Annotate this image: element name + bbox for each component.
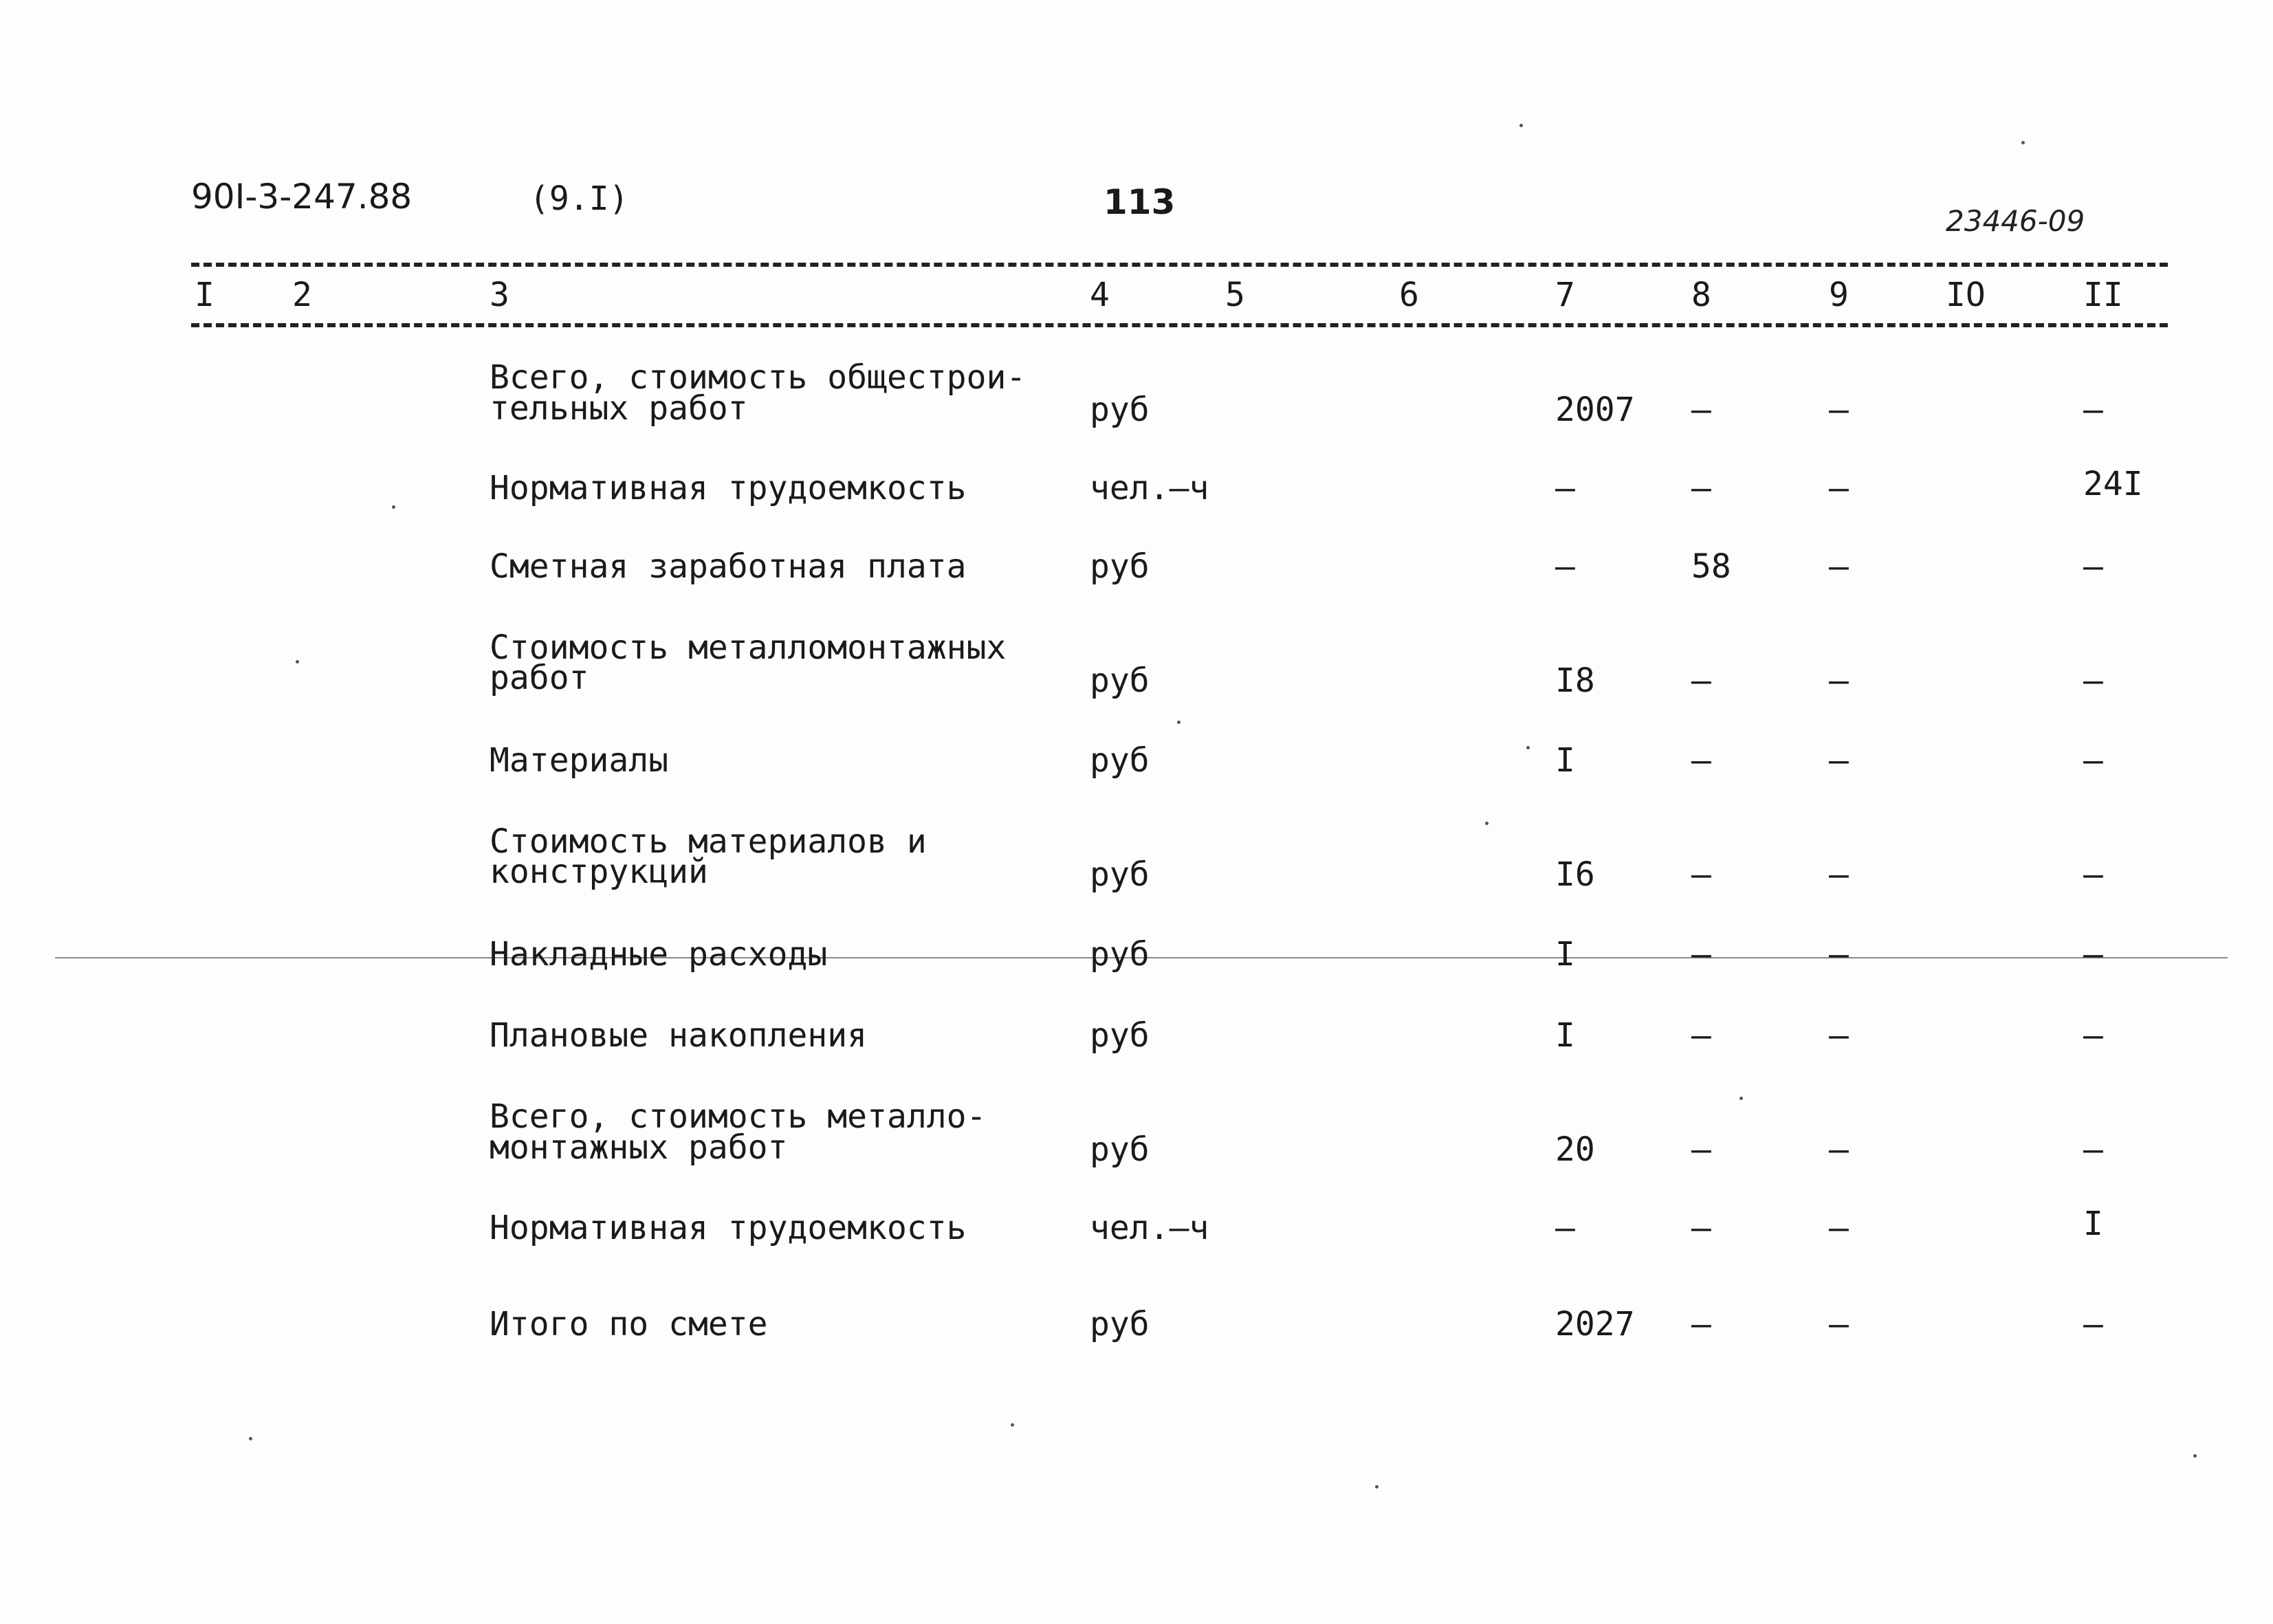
- column-header-6: 6: [1399, 276, 1419, 314]
- row-1-label-line-2: тельных работ: [490, 389, 748, 428]
- row-4-col-9: –: [1829, 661, 1849, 700]
- row-11-label: Итого по смете: [490, 1305, 768, 1343]
- row-11-col-8: –: [1691, 1305, 1711, 1343]
- row-3-col-7: –: [1555, 547, 1575, 586]
- column-header-5: 5: [1225, 276, 1245, 314]
- row-1-label-line-1: Всего, стоимость общестрои-: [490, 358, 1026, 397]
- column-header-3: 3: [490, 276, 509, 314]
- column-header-2: 2: [292, 276, 312, 314]
- row-7-col-8: –: [1691, 935, 1711, 974]
- row-5-col-9: –: [1829, 741, 1849, 780]
- row-9-unit: руб: [1090, 1130, 1150, 1169]
- row-8-col-11: –: [2083, 1016, 2103, 1055]
- column-header-8: 8: [1691, 276, 1711, 314]
- row-6-label-line-1: Стоимость материалов и: [490, 822, 927, 861]
- scan-speck: [2021, 141, 2025, 144]
- row-6-unit: руб: [1090, 855, 1150, 894]
- row-3-col-11: –: [2083, 547, 2103, 586]
- row-3-col-8: 58: [1691, 547, 1731, 586]
- scan-speck: [2193, 1454, 2197, 1458]
- column-header-1: I: [195, 276, 215, 314]
- column-header-9: 9: [1829, 276, 1849, 314]
- row-6-col-9: –: [1829, 855, 1849, 894]
- row-4-label-line-2: работ: [490, 659, 589, 697]
- row-6-col-7: I6: [1555, 855, 1595, 894]
- row-11-col-11: –: [2083, 1305, 2103, 1343]
- scan-speck: [296, 660, 299, 663]
- row-2-col-11: 24I: [2083, 465, 2143, 503]
- row-8-col-8: –: [1691, 1016, 1711, 1055]
- column-header-11: II: [2083, 276, 2123, 314]
- row-1-col-8: –: [1691, 391, 1711, 429]
- row-2-unit: чел.–ч: [1090, 469, 1209, 507]
- row-2-col-7: –: [1555, 469, 1575, 507]
- scan-speck: [1739, 1097, 1743, 1100]
- header-bottom-rule: [191, 323, 2168, 327]
- row-8-label: Плановые накопления: [490, 1016, 868, 1055]
- scan-speck: [1485, 822, 1489, 825]
- row-5-unit: руб: [1090, 741, 1150, 780]
- row-9-col-11: –: [2083, 1130, 2103, 1169]
- row-9-col-7: 20: [1555, 1130, 1595, 1169]
- row-4-col-11: –: [2083, 661, 2103, 700]
- scan-speck: [1375, 1485, 1379, 1489]
- row-8-col-7: I: [1555, 1016, 1575, 1055]
- column-header-4: 4: [1090, 276, 1110, 314]
- row-4-label-line-1: Стоимость металломонтажных: [490, 628, 1007, 667]
- row-4-col-7: I8: [1555, 661, 1595, 700]
- inventory-number: 23446-09: [1946, 204, 2085, 238]
- row-1-col-11: –: [2083, 391, 2103, 429]
- scan-speck: [1526, 746, 1530, 749]
- row-4-unit: руб: [1090, 661, 1150, 700]
- row-10-col-9: –: [1829, 1209, 1849, 1247]
- column-header-10: IO: [1946, 276, 1986, 314]
- document-code: 90I-3-247.88: [191, 177, 413, 217]
- row-10-col-7: –: [1555, 1209, 1575, 1247]
- row-4-col-8: –: [1691, 661, 1711, 700]
- row-5-col-8: –: [1691, 741, 1711, 780]
- row-1-unit: руб: [1090, 391, 1150, 429]
- row-9-label-line-2: монтажных работ: [490, 1128, 788, 1167]
- row-7-col-9: –: [1829, 935, 1849, 974]
- row-9-col-9: –: [1829, 1130, 1849, 1169]
- row-10-col-11: I: [2083, 1205, 2103, 1243]
- row-9-label-line-1: Всего, стоимость металло-: [490, 1097, 987, 1136]
- row-5-col-7: I: [1555, 741, 1575, 780]
- page-number: 113: [1103, 182, 1176, 222]
- row-10-col-8: –: [1691, 1209, 1711, 1247]
- row-8-col-9: –: [1829, 1016, 1849, 1055]
- row-11-col-7: 2027: [1555, 1305, 1635, 1343]
- section-number: (9.I): [529, 179, 629, 218]
- scan-speck: [249, 1437, 252, 1440]
- row-3-label: Сметная заработная плата: [490, 547, 967, 586]
- column-header-7: 7: [1555, 276, 1575, 314]
- row-2-col-9: –: [1829, 469, 1849, 507]
- row-3-unit: руб: [1090, 547, 1150, 586]
- row-7-col-11: –: [2083, 935, 2103, 974]
- row-5-col-11: –: [2083, 741, 2103, 780]
- row-6-col-11: –: [2083, 855, 2103, 894]
- row-10-label: Нормативная трудоемкость: [490, 1209, 967, 1247]
- scan-speck: [392, 505, 395, 509]
- row-11-unit: руб: [1090, 1305, 1150, 1343]
- row-7-col-7: I: [1555, 935, 1575, 974]
- row-2-col-8: –: [1691, 469, 1711, 507]
- row-8-unit: руб: [1090, 1016, 1150, 1055]
- header-top-rule: [191, 263, 2168, 267]
- scan-speck: [1519, 124, 1523, 127]
- row-2-label: Нормативная трудоемкость: [490, 469, 967, 507]
- scan-speck: [1011, 1423, 1014, 1427]
- scan-speck: [1177, 721, 1181, 724]
- row-11-col-9: –: [1829, 1305, 1849, 1343]
- row-6-col-8: –: [1691, 855, 1711, 894]
- row-1-col-9: –: [1829, 391, 1849, 429]
- row-5-label: Материалы: [490, 741, 669, 780]
- row-3-col-9: –: [1829, 547, 1849, 586]
- row-10-unit: чел.–ч: [1090, 1209, 1209, 1247]
- row-7-unit: руб: [1090, 935, 1150, 974]
- row-9-col-8: –: [1691, 1130, 1711, 1169]
- row-7-label: Накладные расходы: [490, 935, 828, 974]
- row-1-col-7: 2007: [1555, 391, 1635, 429]
- row-6-label-line-2: конструкций: [490, 853, 708, 891]
